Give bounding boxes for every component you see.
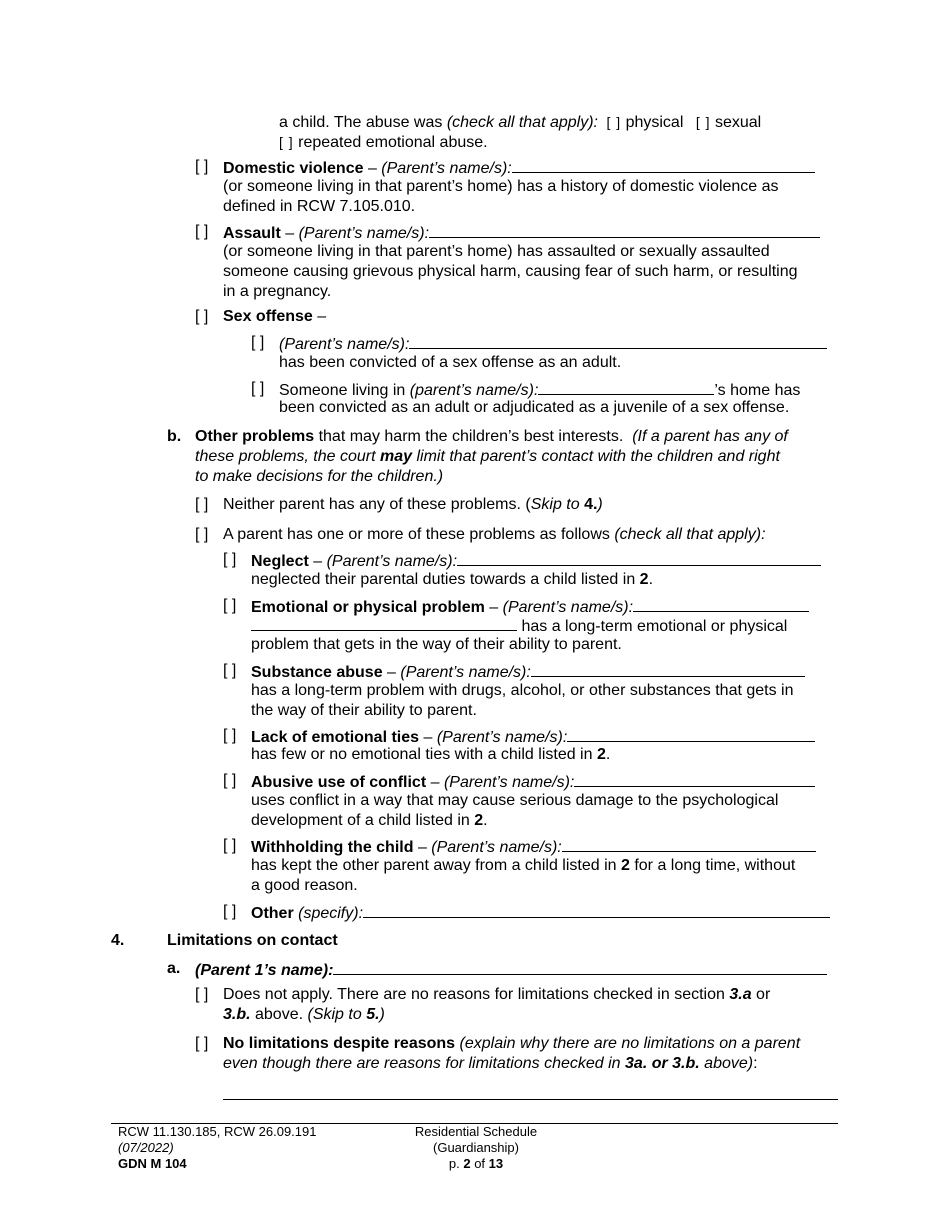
withholding-text: has kept the other parent away from a child listed in (251, 857, 621, 874)
one-or-more-checkbox[interactable]: [ ] (195, 526, 209, 543)
parent-name-prompt: (Parent’s name/s): (502, 599, 634, 616)
assault-text: in a pregnancy. (223, 283, 332, 300)
assault-text: (or someone living in that parent’s home) has assaulted or sexually assaulted (223, 243, 770, 260)
no-limitations-checkbox[interactable]: [ ] (195, 1035, 209, 1052)
one-or-more-instruction: (check all that apply): (614, 526, 766, 543)
page-of: of (470, 1156, 489, 1171)
parent1-row (195, 959, 827, 981)
abusive-conflict-text: uses conflict in a way that may cause serious damage to the psychological (251, 792, 779, 809)
parent-name-prompt: (Parent’s name/s): (443, 774, 575, 791)
parent-name-prompt: (Parent’s name/s): (431, 839, 562, 856)
does-not-apply-row (223, 985, 770, 1005)
parent1-name-field[interactable] (333, 959, 827, 975)
no-limitations-row (223, 1034, 800, 1054)
domestic-violence-title: Domestic violence (223, 160, 364, 177)
dash: – (426, 774, 444, 791)
sex-offense-parent-checkbox[interactable]: [ ] (251, 334, 265, 351)
sex-offense-household-checkbox[interactable]: [ ] (251, 380, 265, 397)
withholding-text-row (251, 856, 795, 876)
page-current: 2 (463, 1156, 471, 1171)
footer-title: Residential Schedule (414, 1124, 538, 1139)
emotional-problem-text: problem that gets in the way of their ability to parent. (251, 636, 622, 653)
abuse-instruction: (check all that apply): (446, 114, 598, 131)
other-prompt: (specify): (298, 905, 364, 922)
substance-abuse-checkbox[interactable]: [ ] (223, 662, 237, 679)
period: . (605, 746, 611, 763)
other-checkbox[interactable]: [ ] (223, 903, 237, 920)
section-4-number: 4. (111, 932, 125, 949)
withholding-text: a good reason. (251, 877, 358, 894)
skip-end: ) (379, 1006, 385, 1023)
withholding-checkbox[interactable]: [ ] (223, 837, 237, 854)
emotional-problem-name-field-2[interactable] (251, 615, 517, 631)
footer-subtitle: (Guardianship) (433, 1140, 519, 1155)
assault-text: someone causing grievous physical harm, causing fear of such harm, or resulting (223, 263, 798, 280)
household-text: ’s home has (714, 382, 801, 399)
parent-name-prompt: (Parent’s name/s): (326, 553, 458, 570)
abusive-conflict-title: Abusive use of conflict (251, 774, 427, 791)
substance-abuse-text: the way of their ability to parent. (251, 702, 477, 719)
intro-emphasis: may (379, 448, 413, 465)
emotional-ties-text: has few or no emotional ties with a child listed in (251, 746, 597, 763)
emotional-abuse-option (279, 132, 488, 153)
section-4-title: Limitations on contact (167, 932, 338, 949)
skip-target: 5. (366, 1006, 380, 1023)
skip-target: 4. (584, 496, 598, 513)
skip-text: Skip to (530, 496, 585, 513)
no-limitations-row2 (223, 1054, 758, 1074)
neglect-checkbox[interactable]: [ ] (223, 551, 237, 568)
substance-abuse-row (251, 661, 805, 683)
withholding-name-field[interactable] (562, 836, 816, 852)
emotional-abuse-label: repeated emotional abuse. (298, 134, 488, 151)
other-problems-title: Other problems (195, 428, 315, 445)
period: . (483, 812, 488, 829)
emotional-ties-name-field[interactable] (567, 726, 815, 742)
substance-abuse-name-field[interactable] (531, 661, 805, 677)
section-ref: 3.b. (223, 1006, 251, 1023)
period: . (648, 571, 654, 588)
assault-checkbox[interactable]: [ ] (195, 223, 209, 240)
skip-end: ) (597, 496, 603, 513)
other-row (251, 902, 830, 924)
does-not-apply-text: or (751, 986, 771, 1003)
parent-name-prompt: (parent’s name/s): (409, 382, 539, 399)
section-3b-label: b. (167, 428, 182, 445)
sexual-checkbox[interactable]: [ ] (695, 114, 711, 130)
neither-parent-row (223, 495, 603, 515)
section-ref: 3a. or 3.b. (625, 1055, 700, 1072)
neglect-name-field[interactable] (457, 550, 821, 566)
neither-parent-checkbox[interactable]: [ ] (195, 496, 209, 513)
dash: – (280, 225, 299, 242)
section-ref: 3.a (729, 986, 752, 1003)
household-text: Someone living in (279, 382, 410, 399)
footer-date: (07/2022) (118, 1140, 174, 1155)
dash: – (419, 729, 437, 746)
parent-name-prompt: (Parent’s name/s): (279, 336, 410, 353)
abusive-conflict-name-field[interactable] (574, 771, 815, 787)
footer-form-id: GDN M 104 (118, 1156, 187, 1171)
dash: – (484, 599, 503, 616)
parent-name-prompt: (Parent’s name/s): (381, 160, 512, 177)
does-not-apply-row2 (223, 1005, 385, 1025)
sex-offense-row (223, 307, 326, 327)
other-problems-intro (195, 427, 788, 447)
substance-abuse-title: Substance abuse (251, 664, 383, 681)
intro-text: these problems, the court (195, 448, 380, 465)
emotional-abuse-checkbox[interactable]: [ ] (279, 134, 294, 150)
no-limitations-instruction: even though there are reasons for limitations checked in (223, 1055, 626, 1072)
abuse-type-line (279, 112, 761, 133)
dash: – (363, 160, 382, 177)
physical-checkbox[interactable]: [ ] (606, 114, 622, 130)
does-not-apply-text: Does not apply. There are no reasons for limitations checked in section (223, 986, 730, 1003)
other-title: Other (251, 905, 294, 922)
domestic-violence-name-field[interactable] (512, 157, 815, 173)
sexual-label: sexual (714, 114, 762, 131)
withholding-row (251, 836, 816, 858)
abusive-conflict-row (251, 771, 815, 793)
footer-page-number (376, 1156, 576, 1172)
page-total: 13 (488, 1156, 504, 1171)
dash: – (382, 664, 401, 681)
dash: – (413, 839, 432, 856)
parent-name-prompt: (Parent’s name/s): (436, 729, 568, 746)
does-not-apply-text: above. (250, 1006, 308, 1023)
no-limitations-instruction: above) (699, 1055, 754, 1072)
neglect-title: Neglect (251, 553, 309, 570)
physical-label: physical (625, 114, 684, 131)
emotional-ties-title: Lack of emotional ties (251, 729, 420, 746)
sex-offense-parent-name-field[interactable] (409, 333, 827, 349)
parent-name-prompt: (Parent’s name/s): (298, 225, 430, 242)
assault-name-field[interactable] (429, 222, 820, 238)
does-not-apply-checkbox[interactable]: [ ] (195, 986, 209, 1003)
no-limitations-title: No limitations despite reasons (223, 1035, 456, 1052)
dash: – (308, 553, 327, 570)
skip-text: (Skip to (307, 1006, 367, 1023)
sex-offense-household-name-field[interactable] (538, 379, 714, 395)
emotional-ties-checkbox[interactable]: [ ] (223, 727, 237, 744)
withholding-text: for a long time, without (629, 857, 796, 874)
explanation-line[interactable] (223, 1099, 838, 1100)
dash: – (312, 308, 327, 325)
section-ref: 2 (474, 812, 484, 829)
other-specify-field[interactable] (363, 902, 830, 918)
one-or-more-text: A parent has one or more of these problems as follows (223, 526, 615, 543)
section-ref: 2 (639, 571, 649, 588)
withholding-title: Withholding the child (251, 839, 414, 856)
abusive-conflict-text-row (251, 811, 488, 831)
no-limitations-instruction: (explain why there are no limitations on a parent (455, 1035, 801, 1052)
emotional-problem-title: Emotional or physical problem (251, 599, 485, 616)
domestic-violence-row (223, 157, 815, 179)
assault-row (223, 222, 820, 244)
domestic-violence-text: (or someone living in that parent’s home) has a history of domestic violence as (223, 178, 779, 195)
neglect-text-row (251, 570, 653, 590)
section-ref: 2 (620, 857, 630, 874)
other-problems-intro-line2 (195, 447, 780, 467)
other-problems-intro-line3: to make decisions for the children.) (195, 468, 444, 485)
section-4a-label: a. (167, 960, 181, 977)
colon: : (753, 1055, 758, 1072)
sex-offense-title: Sex offense (223, 308, 313, 325)
neglect-row (251, 550, 821, 572)
parent1-name-prompt: (Parent 1’s name): (195, 962, 334, 979)
assault-title: Assault (223, 225, 281, 242)
substance-abuse-text: has a long-term problem with drugs, alcohol, or other substances that gets in (251, 682, 794, 699)
emotional-problem-checkbox[interactable]: [ ] (223, 597, 237, 614)
section-ref: 2 (596, 746, 606, 763)
abusive-conflict-text: development of a child listed in (251, 812, 475, 829)
domestic-violence-text: defined in RCW 7.105.010. (223, 198, 416, 215)
sex-offense-checkbox[interactable]: [ ] (195, 308, 209, 325)
neglect-text: neglected their parental duties towards a child listed in (251, 571, 640, 588)
emotional-problem-text: has a long-term emotional or physical (517, 618, 788, 635)
sex-offense-parent-text: has been convicted of a sex offense as an adult. (279, 354, 622, 371)
neither-text: Neither parent has any of these problems. ( (223, 496, 531, 513)
parent-name-prompt: (Parent’s name/s): (400, 664, 531, 681)
emotional-ties-text-row (251, 745, 610, 765)
sex-offense-parent-row (279, 333, 827, 355)
intro-instruction: (If a parent has any of (632, 428, 788, 445)
intro-text: that may harm the children’s best interests. (314, 428, 633, 445)
domestic-violence-checkbox[interactable]: [ ] (195, 158, 209, 175)
emotional-problem-name-field[interactable] (633, 596, 809, 612)
intro-text: limit that parent’s contact with the children and right (412, 448, 780, 465)
emotional-problem-row2 (251, 615, 787, 637)
abusive-conflict-checkbox[interactable]: [ ] (223, 772, 237, 789)
sex-offense-household-text: been convicted as an adult or adjudicated as a juvenile of a sex offense. (279, 399, 790, 416)
page-prefix: p. (448, 1156, 464, 1171)
one-or-more-row (223, 525, 766, 545)
footer-rcw: RCW 11.130.185, RCW 26.09.191 (118, 1124, 317, 1139)
abuse-text: a child. The abuse was (279, 114, 447, 131)
